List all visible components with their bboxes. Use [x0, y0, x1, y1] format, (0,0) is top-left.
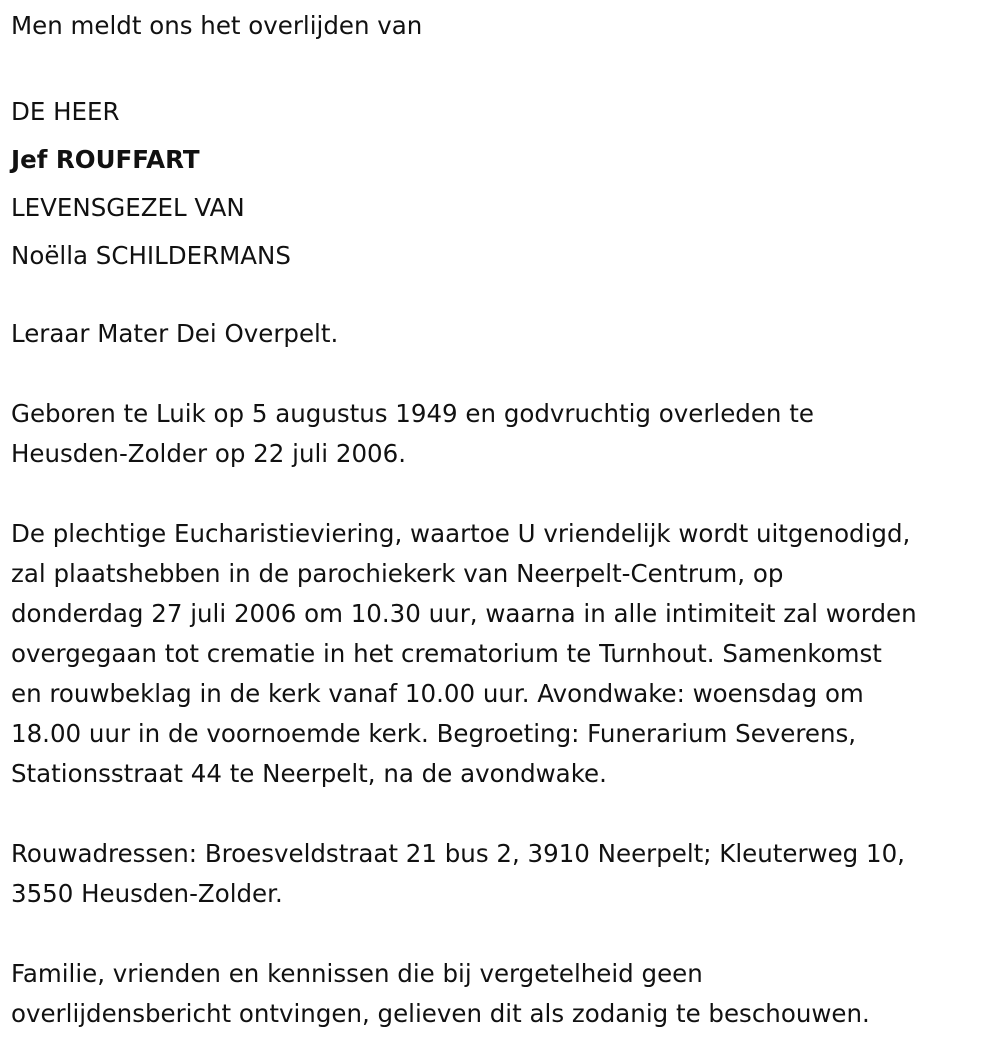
paragraph-line: Rouwadressen: Broesveldstraat 21 bus 2, 3910 Neerpelt; Kleuterweg 10,	[11, 839, 905, 868]
addresses-paragraph	[11, 834, 996, 914]
birth-death-paragraph	[11, 394, 996, 474]
intro-text: Men meldt ons het overlijden van	[11, 11, 423, 40]
deceased-name: Jef ROUFFART	[11, 145, 200, 174]
paragraph-line: 18.00 uur in de voornoemde kerk. Begroeting: Funerarium Severens,	[11, 719, 857, 748]
spacer	[11, 46, 996, 88]
title-text: DE HEER	[11, 97, 120, 126]
spacer	[11, 280, 996, 314]
relation-label: LEVENSGEZEL VAN	[11, 193, 245, 222]
paragraph-line: overgegaan tot crematie in het crematorium te Turnhout. Samenkomst	[11, 639, 882, 668]
partner-name: Noëlla SCHILDERMANS	[11, 241, 291, 270]
ceremony-paragraph	[11, 514, 996, 794]
occupation-text: Leraar Mater Dei Overpelt.	[11, 319, 339, 348]
spacer	[11, 474, 996, 514]
paragraph-line: zal plaatshebben in de parochiekerk van Neerpelt-Centrum, op	[11, 559, 784, 588]
spacer	[11, 794, 996, 834]
paragraph-line: 3550 Heusden-Zolder.	[11, 879, 283, 908]
obituary-notice	[11, 6, 996, 1034]
paragraph-line: overlijdensbericht ontvingen, gelieven dit als zodanig te beschouwen.	[11, 999, 870, 1028]
paragraph-line: De plechtige Eucharistieviering, waartoe U vriendelijk wordt uitgenodigd,	[11, 519, 911, 548]
paragraph-line: en rouwbeklag in de kerk vanaf 10.00 uur. Avondwake: woensdag om	[11, 679, 864, 708]
paragraph-line: Geboren te Luik op 5 augustus 1949 en godvruchtig overleden te	[11, 399, 814, 428]
paragraph-line: Stationsstraat 44 te Neerpelt, na de avondwake.	[11, 759, 607, 788]
paragraph-line: Familie, vrienden en kennissen die bij vergetelheid geen	[11, 959, 703, 988]
closing-paragraph	[11, 954, 996, 1034]
paragraph-line: Heusden-Zolder op 22 juli 2006.	[11, 439, 407, 468]
paragraph-line: donderdag 27 juli 2006 om 10.30 uur, waarna in alle intimiteit zal worden	[11, 599, 917, 628]
spacer	[11, 354, 996, 394]
spacer	[11, 914, 996, 954]
